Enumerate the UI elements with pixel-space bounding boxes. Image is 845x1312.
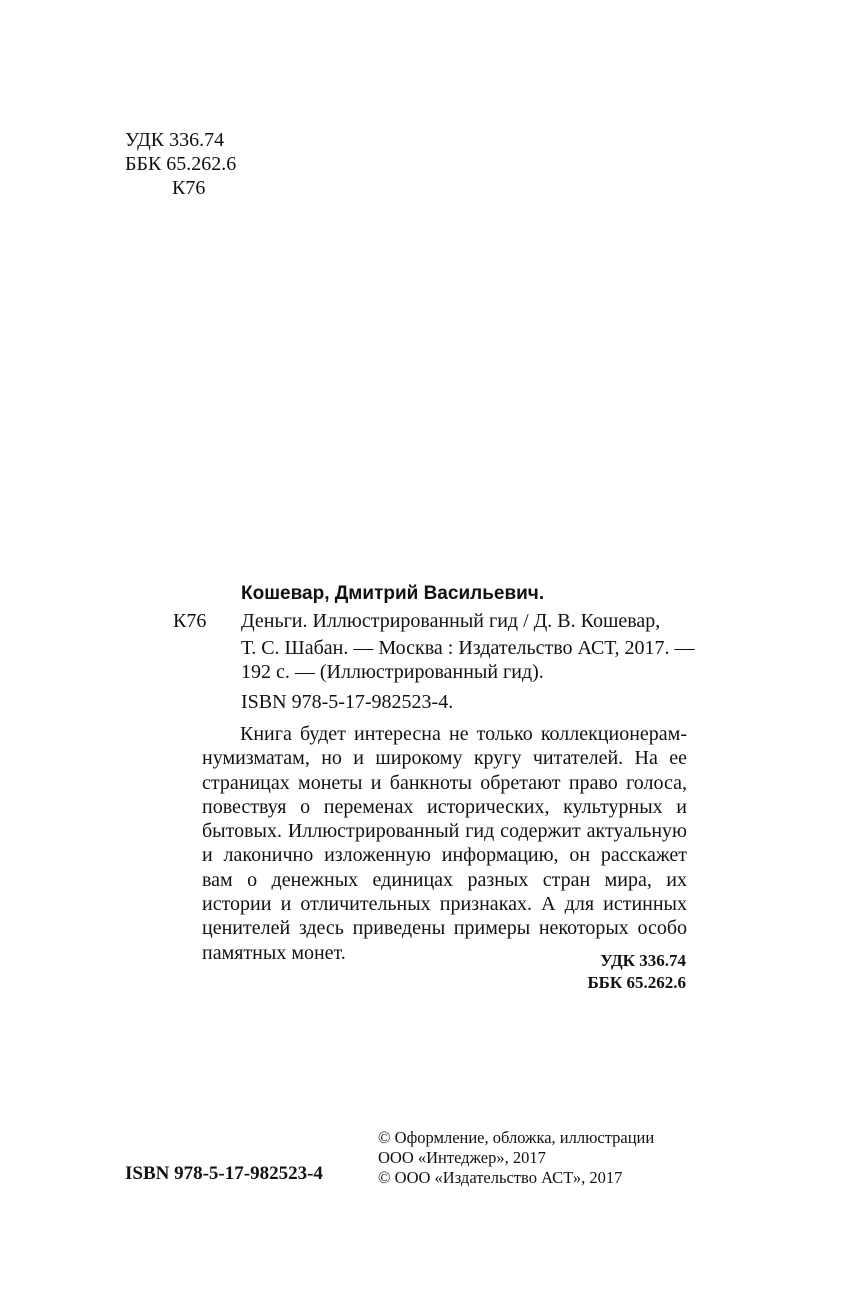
- copyright-line-3: © ООО «Издательство АСТ», 2017: [378, 1168, 623, 1187]
- record-isbn: ISBN 978-5-17-982523-4.: [241, 691, 454, 713]
- annotation-block: [202, 722, 687, 965]
- record-line-1: Деньги. Иллюстрированный гид / Д. В. Кошевар,: [241, 610, 661, 632]
- footer-isbn: ISBN 978-5-17-982523-4: [125, 1163, 323, 1184]
- record-line-2: Т. С. Шабан. — Москва : Издательство АСТ, 2017. —: [241, 637, 695, 659]
- record-author-mark: К76: [173, 610, 207, 632]
- copyright-line-2: ООО «Интеджер», 2017: [378, 1148, 546, 1167]
- top-bbk: ББК 65.262.6: [125, 153, 237, 175]
- bottom-udk: УДК 336.74: [600, 951, 686, 970]
- top-udk: УДК 336.74: [125, 129, 225, 151]
- bottom-bbk: ББК 65.262.6: [587, 973, 686, 992]
- copyright-line-1: © Оформление, обложка, иллюстрации: [378, 1128, 655, 1147]
- annotation-text: Книга будет интересна не только коллекционерам-нумизматам, но и широкому кругу читателей. На ее страницах монеты и банкноты обретают право голоса, повествуя о переменах исторических, культурных и бытовых. Иллюстрированный гид содержит актуальную и лаконично изложенную информацию, он расскажет вам о денежных единицах разных стран мира, их истории и отличительных признаках. А для истинных ценителей здесь приведены примеры некоторых особо памятных монет.: [202, 723, 687, 964]
- top-author-mark: К76: [172, 177, 206, 199]
- author-heading: Кошевар, Дмитрий Васильевич.: [241, 583, 545, 604]
- record-line-3: 192 с. — (Иллюстрированный гид).: [241, 661, 544, 683]
